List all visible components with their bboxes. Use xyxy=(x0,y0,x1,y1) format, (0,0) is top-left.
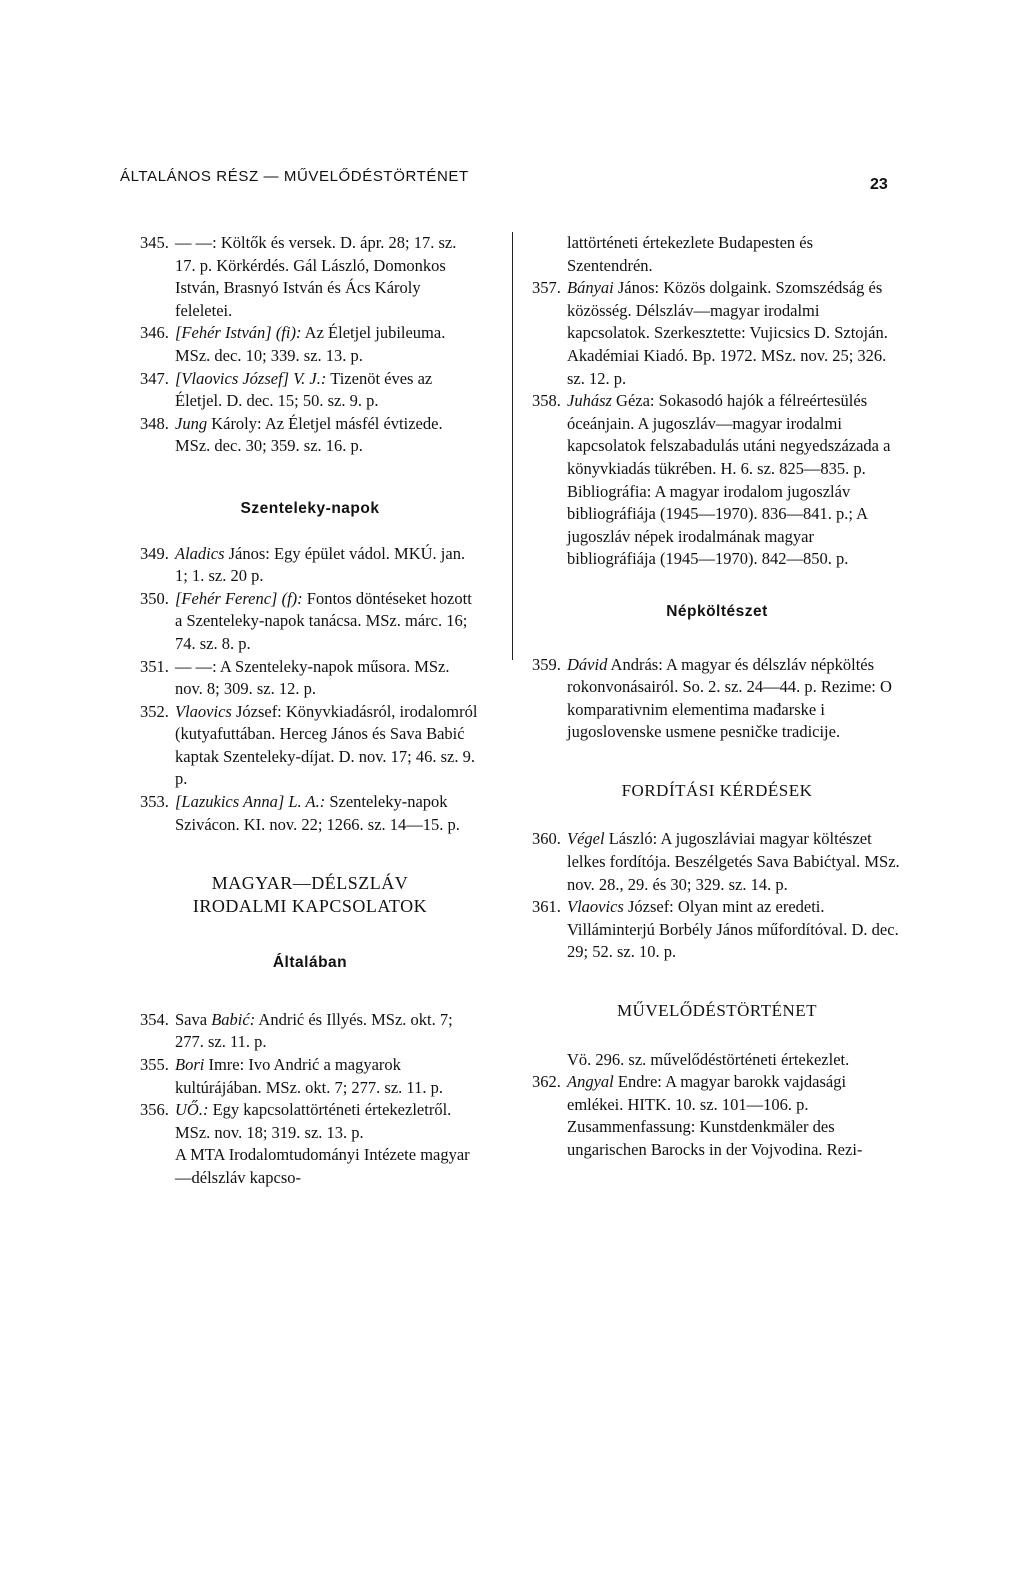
entry-362 xyxy=(532,1071,902,1161)
entry-356 xyxy=(140,1099,480,1144)
entry-number: 360. xyxy=(532,829,561,849)
entry-number: 346. xyxy=(140,323,169,343)
entry-number: 356. xyxy=(140,1100,169,1120)
cross-reference xyxy=(532,1049,902,1072)
entry-text: Az Életjel jubileuma. MSz. dec. 10; 339. sz. 13. p. xyxy=(175,323,446,365)
entry-360 xyxy=(532,828,902,896)
entry-author: [Vlaovics József] V. J.: xyxy=(175,368,327,388)
entry-number: 345. xyxy=(140,233,169,252)
section-heading-forditasi: FORDÍTÁSI KÉRDÉSEK xyxy=(621,780,813,800)
entry-number: 349. xyxy=(140,543,169,563)
entry-347 xyxy=(140,368,480,413)
entry-author: Vlaovics xyxy=(567,897,624,917)
entry-number: 358. xyxy=(532,391,561,411)
entry-356-continued xyxy=(532,232,902,277)
entry-text: Egy kapcsolattörténeti értekezletről. MSz. nov. 18; 319. sz. 13. p. xyxy=(175,1100,452,1142)
entry-number: 350. xyxy=(140,588,169,608)
entry-number: 347. xyxy=(140,368,169,388)
entry-author: Angyal xyxy=(567,1072,614,1092)
entry-353 xyxy=(140,791,480,836)
entry-text: lattörténeti értekezlete Budapesten és Szentendrén. xyxy=(567,233,814,275)
page-number: 23 xyxy=(870,176,888,193)
entry-number: 348. xyxy=(140,413,169,433)
entry-author: Bori xyxy=(175,1055,205,1075)
entry-author: Ő.: xyxy=(186,1100,209,1120)
entry-text: Fontos döntéseket hozott a Szenteleky-napok tanácsa. MSz. márc. 16; 74. sz. 8. p. xyxy=(175,588,472,653)
entry-text: József: Olyan mint az eredeti. Villáminterjú Borbély János műfordítóval. D. dec. 29; 52. sz. 10. p. xyxy=(567,897,899,962)
entry-number: 354. xyxy=(140,1009,169,1029)
entry-author: Jung xyxy=(175,413,208,433)
entry-number: 353. xyxy=(140,792,169,812)
entry-359 xyxy=(532,654,902,744)
entry-358 xyxy=(532,390,902,571)
entry-text: Imre: Ivo Andrić a magyarok kultúrájában. MSz. okt. 7; 277. sz. 11. p. xyxy=(175,1055,443,1097)
entry-348 xyxy=(140,413,480,458)
section-heading-magyar-delszlav xyxy=(140,872,480,918)
entry-357 xyxy=(532,277,902,390)
heading-line-1: MAGYAR—DÉLSZLÁV xyxy=(211,873,409,894)
entry-354 xyxy=(140,1009,480,1054)
entry-number: 361. xyxy=(532,897,561,917)
entry-350 xyxy=(140,588,480,656)
entry-345 xyxy=(140,232,480,322)
entry-text: János: Egy épület vádol. MKÚ. jan. 1; 1. sz. 20 p. xyxy=(175,543,466,586)
running-head: ÁLTALÁNOS RÉSZ — MŰVELŐDÉSTÖRTÉNET xyxy=(120,168,469,185)
entry-author: Vlaovics xyxy=(175,701,232,721)
entry-356-continuation xyxy=(140,1144,480,1189)
entry-text: Endre: A magyar barokk vajdasági emlékei. HITK. 10. sz. 101—106. p. Zusammenfassung: Kunstdenkmäler des ungarischen Barocks in der Vojvodina. Rezi- xyxy=(567,1072,863,1159)
entry-text: Vö. 296. sz. művelődéstörténeti értekezlet. xyxy=(567,1049,850,1069)
entry-text: A MTA Irodalomtudományi Intézete magyar—délszláv kapcso- xyxy=(175,1145,470,1187)
entry-text: Tizenöt éves az Életjel. D. dec. 15; 50. sz. 9. p. xyxy=(175,368,433,411)
column-divider xyxy=(512,232,513,660)
section-heading-nepkoltészet: Népköltészet xyxy=(666,602,768,620)
entry-author: Aladics xyxy=(175,543,225,563)
entry-text: József: Könyvkiadásról, irodalomról (kutyafuttában. Herceg János és Sava Babić kaptak Szenteleky-díjat. D. nov. 17; 46. sz. 9. p. xyxy=(175,701,478,789)
entry-351 xyxy=(140,656,480,701)
entry-number: 362. xyxy=(532,1072,561,1092)
entry-number: 351. xyxy=(140,656,169,676)
entry-text: — —: Költők és versek. D. ápr. 28; 17. sz. 17. p. Körkérdés. Gál László, Domonkos István, Brasnyó István és Ács Károly feleletei. xyxy=(175,233,457,320)
entry-text: — —: A Szenteleky-napok műsora. MSz. nov. 8; 309. sz. 12. p. xyxy=(175,656,450,699)
section-heading-szenteleky: Szenteleky-napok xyxy=(240,499,380,517)
entry-355 xyxy=(140,1054,480,1099)
entry-author-prefix: U xyxy=(175,1100,187,1120)
entry-number: 357. xyxy=(532,278,561,298)
entry-349 xyxy=(140,543,480,588)
entry-text: Szenteleky-napok Szivácon. KI. nov. 22; 1266. sz. 14—15. p. xyxy=(175,792,460,834)
heading-line-2: IRODALMI KAPCSOLATOK xyxy=(192,896,428,917)
entry-text: János: Közös dolgaink. Szomszédság és közösség. Délszláv—magyar irodalmi kapcsolatok. Szerkesztette: Vujicsics D. Sztoján. Akadémiai Kiadó. Bp. 1972. MSz. nov. 25; 326. sz. 12. p. xyxy=(567,278,888,388)
entry-prefix: Sava xyxy=(175,1009,212,1029)
entry-author: Juhász xyxy=(567,391,612,411)
section-heading-muvelodestortenet: MŰVELŐDÉSTÖRTÉNET xyxy=(616,1001,818,1021)
entry-text: Andrić és Illyés. MSz. okt. 7; 277. sz. 11. p. xyxy=(175,1009,453,1052)
entry-number: 352. xyxy=(140,701,169,721)
right-column xyxy=(532,232,902,1162)
entry-author: [Lazukics Anna] L. A.: xyxy=(175,792,326,812)
entry-author: [Fehér Ferenc] (f): xyxy=(175,588,303,608)
entry-author: Babić: xyxy=(211,1009,256,1029)
entry-346 xyxy=(140,322,480,367)
entry-352 xyxy=(140,701,480,791)
entry-361 xyxy=(532,896,902,964)
left-column xyxy=(140,232,480,1190)
entry-author: Végel xyxy=(567,829,605,849)
entry-number: 355. xyxy=(140,1055,169,1075)
entry-text: Géza: Sokasodó hajók a félreértesülés óceánjain. A jugoszláv—magyar irodalmi kapcsolatok felszabadulás utáni negyedszázada a könyvkiadás tükrében. H. 6. sz. 825—835. p. Bibliográfia: A magyar irodalom jugoszláv bibliográfiája (1945—1970). 836—841. p.; A jugoszláv népek irodalmának magyar bibliográfiája (1945—1970). 842—850. p. xyxy=(567,391,891,569)
entry-text: András: A magyar és délszláv népköltés rokonvonásairól. So. 2. sz. 24—44. p. Rezime: O komparativnim elementima mađarske i jugoslovenske usmene pesničke tradicije. xyxy=(567,654,892,742)
entry-author: Dávid xyxy=(567,654,608,674)
entry-author: [Fehér István] (fi): xyxy=(175,323,302,343)
entry-text: Károly: Az Életjel másfél évtizede. MSz. dec. 30; 359. sz. 16. p. xyxy=(175,413,443,456)
entry-author: Bányai xyxy=(567,278,614,298)
entry-number: 359. xyxy=(532,654,561,674)
entry-text: László: A jugoszláviai magyar költészet lelkes fordítója. Beszélgetés Sava Babićtyal. MSz. nov. 28., 29. és 30; 329. sz. 14. p. xyxy=(567,829,900,894)
section-heading-altalaban: Általában xyxy=(272,954,348,972)
